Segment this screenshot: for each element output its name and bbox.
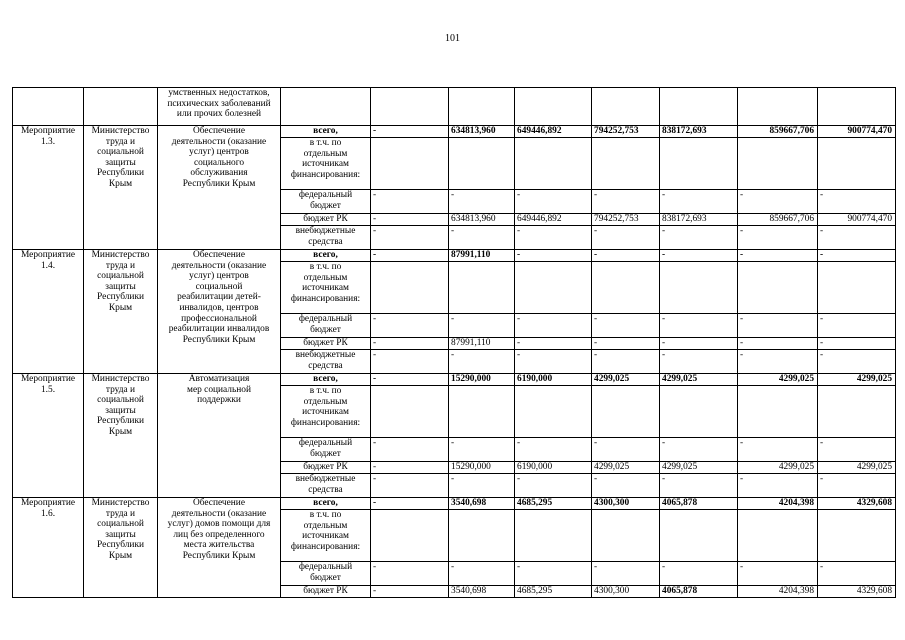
value-cell: 4065,878	[660, 498, 738, 510]
executor-line: социальной	[97, 271, 144, 282]
continuation-line: или прочих болезней	[176, 109, 262, 120]
value-cell: -	[818, 338, 896, 350]
value-cell: -	[660, 474, 738, 498]
value-cell: -	[738, 190, 818, 214]
value-cell: 900774,470	[818, 126, 896, 138]
value-cell	[515, 88, 592, 126]
value-cell: 838172,693	[660, 126, 738, 138]
value-cell: -	[371, 498, 449, 510]
value-cell	[818, 262, 896, 314]
source-label-including	[281, 262, 371, 314]
value-cell: -	[592, 338, 660, 350]
measure-row-total	[13, 250, 896, 262]
executor-line: труда и	[105, 260, 136, 271]
executor-line: труда и	[105, 384, 136, 395]
source-label-line: средства	[308, 236, 343, 247]
value-cell: -	[818, 474, 896, 498]
value-cell: -	[449, 314, 515, 338]
value-cell: 859667,706	[738, 214, 818, 226]
executor-line: Крым	[108, 178, 133, 189]
value-cell: -	[592, 562, 660, 586]
measure-name-line: инвалидов, центров	[179, 302, 259, 313]
value-cell: -	[371, 586, 449, 598]
measure-row-total	[13, 126, 896, 138]
source-label-line: финансирования:	[290, 293, 361, 304]
source-label-line: в т.ч. по	[309, 262, 342, 272]
executor-line: Республики	[96, 540, 145, 551]
budget-table	[12, 87, 896, 598]
measure-id-line: Мероприятие	[20, 374, 76, 384]
value-cell: 4065,878	[660, 586, 738, 598]
source-label-line: федеральный	[298, 562, 353, 572]
value-cell: -	[371, 250, 449, 262]
source-label-including	[281, 510, 371, 562]
value-cell: -	[592, 250, 660, 262]
measure-id-line: 1.5.	[40, 384, 56, 395]
value-cell: 4329,608	[818, 498, 896, 510]
source-label-line: федеральный	[298, 438, 353, 448]
executor-line: Министерство	[91, 498, 150, 508]
executor-cell	[84, 250, 158, 374]
value-cell: -	[371, 214, 449, 226]
executor-line: защиты	[105, 281, 136, 292]
value-cell: -	[515, 350, 592, 374]
executor-cell	[84, 498, 158, 598]
value-cell	[449, 262, 515, 314]
value-cell: -	[371, 462, 449, 474]
value-cell: 4204,398	[738, 498, 818, 510]
value-cell: -	[371, 338, 449, 350]
executor-line: Министерство	[91, 126, 150, 136]
executor-line: защиты	[105, 529, 136, 540]
value-cell: 4685,295	[515, 586, 592, 598]
value-cell	[592, 88, 660, 126]
value-cell: 4299,025	[818, 374, 896, 386]
value-cell	[592, 510, 660, 562]
value-cell: -	[515, 438, 592, 462]
value-cell: -	[738, 350, 818, 374]
measure-name-line: места жительства	[183, 540, 255, 551]
continuation-row	[13, 88, 896, 126]
source-label-total: всего,	[281, 498, 371, 510]
value-cell: -	[660, 562, 738, 586]
value-cell	[818, 386, 896, 438]
measure-id-cell	[13, 498, 84, 598]
value-cell: -	[371, 226, 449, 250]
value-cell	[660, 138, 738, 190]
value-cell: -	[592, 474, 660, 498]
value-cell	[738, 386, 818, 438]
measure-name-line: услуг) домов помощи для	[167, 519, 271, 530]
source-label-line: федеральный	[298, 190, 353, 200]
source-label-line: источникам	[302, 407, 349, 418]
measure-name-cell	[158, 126, 281, 250]
value-cell	[592, 386, 660, 438]
measure-id-cell	[13, 88, 84, 126]
value-cell: 794252,753	[592, 214, 660, 226]
value-cell: 4299,025	[738, 374, 818, 386]
source-label-line: внебюджетные	[295, 226, 356, 236]
value-cell: 4299,025	[738, 462, 818, 474]
value-cell: -	[738, 250, 818, 262]
source-label-line: средства	[308, 484, 343, 495]
executor-cell	[84, 374, 158, 498]
value-cell	[738, 88, 818, 126]
measure-id-cell	[13, 250, 84, 374]
value-cell: -	[371, 190, 449, 214]
value-cell: 838172,693	[660, 214, 738, 226]
value-cell: -	[515, 250, 592, 262]
value-cell: 649446,892	[515, 214, 592, 226]
page-number: 101	[445, 33, 460, 44]
value-cell	[818, 510, 896, 562]
measure-name-line: мер социальной	[187, 384, 251, 395]
source-label-including	[281, 386, 371, 438]
value-cell: -	[592, 314, 660, 338]
source-cell	[281, 88, 371, 126]
measure-name-line: услуг) центров	[189, 147, 249, 158]
value-cell: 794252,753	[592, 126, 660, 138]
value-cell: -	[738, 338, 818, 350]
measure-row-total	[13, 374, 896, 386]
value-cell: 4299,025	[660, 374, 738, 386]
measure-id-line: 1.3.	[40, 136, 56, 147]
value-cell: 87991,110	[449, 250, 515, 262]
value-cell: -	[660, 314, 738, 338]
measure-id-cell	[13, 374, 84, 498]
value-cell: -	[592, 350, 660, 374]
executor-line: труда и	[105, 508, 136, 519]
source-label-line: бюджет	[310, 324, 341, 335]
source-label-extra	[281, 350, 371, 374]
source-label-regional: бюджет РК	[281, 586, 371, 598]
value-cell: -	[515, 562, 592, 586]
executor-line: социальной	[97, 147, 144, 158]
value-cell: -	[515, 338, 592, 350]
measure-name-line: Республики Крым	[182, 178, 256, 189]
source-label-line: источникам	[302, 159, 349, 170]
measure-name-line: услуг) центров	[189, 271, 249, 282]
measure-name-line: Автоматизация	[188, 374, 250, 384]
source-label-line: финансирования:	[290, 417, 361, 428]
executor-line: социальной	[97, 519, 144, 530]
measure-name-line: реабилитации детей-	[177, 292, 261, 303]
value-cell: -	[818, 190, 896, 214]
value-cell: -	[449, 474, 515, 498]
source-label-line: финансирования:	[290, 169, 361, 180]
value-cell: -	[738, 314, 818, 338]
value-cell: 4204,398	[738, 586, 818, 598]
source-label-extra	[281, 226, 371, 250]
executor-cell	[84, 88, 158, 126]
value-cell: 649446,892	[515, 126, 592, 138]
value-cell: 900774,470	[818, 214, 896, 226]
value-cell: -	[449, 438, 515, 462]
value-cell: 634813,960	[449, 214, 515, 226]
value-cell: -	[660, 190, 738, 214]
value-cell: -	[818, 314, 896, 338]
source-label-line: отдельным	[303, 520, 348, 531]
source-label-line: в т.ч. по	[309, 510, 342, 520]
value-cell	[449, 138, 515, 190]
measure-id-line: Мероприятие	[20, 250, 76, 260]
value-cell	[515, 138, 592, 190]
source-label-total: всего,	[281, 250, 371, 262]
value-cell	[738, 138, 818, 190]
value-cell: 6190,000	[515, 462, 592, 474]
source-label-total: всего,	[281, 374, 371, 386]
value-cell: 4685,295	[515, 498, 592, 510]
source-label-line: средства	[308, 360, 343, 371]
measure-id-line: Мероприятие	[20, 498, 76, 508]
source-label-line: финансирования:	[290, 541, 361, 552]
value-cell	[738, 262, 818, 314]
value-cell: -	[818, 562, 896, 586]
measure-name-line: Республики Крым	[182, 550, 256, 561]
executor-cell	[84, 126, 158, 250]
measure-row-total	[13, 498, 896, 510]
executor-line: защиты	[105, 157, 136, 168]
value-cell: -	[371, 350, 449, 374]
value-cell: -	[818, 226, 896, 250]
measure-name-line: деятельности (оказание	[171, 508, 267, 519]
value-cell	[449, 510, 515, 562]
source-label-line: в т.ч. по	[309, 138, 342, 148]
source-label-line: бюджет	[310, 448, 341, 459]
value-cell: -	[738, 562, 818, 586]
value-cell	[592, 138, 660, 190]
measure-name-line: реабилитации инвалидов	[168, 324, 270, 335]
measure-name-cell	[158, 88, 281, 126]
measure-name-line: деятельности (оказание	[171, 136, 267, 147]
executor-line: Крым	[108, 426, 133, 437]
source-label-federal	[281, 314, 371, 338]
measure-name-line: обслуживания	[190, 168, 248, 179]
value-cell	[738, 510, 818, 562]
executor-line: социальной	[97, 395, 144, 406]
value-cell: -	[592, 438, 660, 462]
value-cell	[515, 510, 592, 562]
value-cell: 3540,698	[449, 586, 515, 598]
value-cell: -	[371, 438, 449, 462]
value-cell	[660, 510, 738, 562]
value-cell: -	[449, 562, 515, 586]
value-cell	[818, 88, 896, 126]
source-label-total: всего,	[281, 126, 371, 138]
executor-line: защиты	[105, 405, 136, 416]
source-label-regional: бюджет РК	[281, 462, 371, 474]
value-cell	[371, 88, 449, 126]
measure-id-line: 1.4.	[40, 260, 56, 271]
value-cell	[515, 386, 592, 438]
value-cell: 4300,300	[592, 586, 660, 598]
executor-line: Крым	[108, 302, 133, 313]
source-label-line: в т.ч. по	[309, 386, 342, 396]
measure-name-line: Республики Крым	[182, 334, 256, 345]
value-cell: -	[818, 250, 896, 262]
source-label-line: отдельным	[303, 272, 348, 283]
value-cell	[660, 88, 738, 126]
value-cell: 4299,025	[818, 462, 896, 474]
value-cell: 3540,698	[449, 498, 515, 510]
value-cell: -	[515, 314, 592, 338]
value-cell: 6190,000	[515, 374, 592, 386]
value-cell: -	[738, 474, 818, 498]
value-cell: -	[660, 250, 738, 262]
value-cell: -	[371, 374, 449, 386]
executor-line: Министерство	[91, 250, 150, 260]
measure-name-line: социальной	[195, 281, 243, 292]
value-cell: -	[660, 338, 738, 350]
value-cell	[371, 386, 449, 438]
source-label-line: источникам	[302, 531, 349, 542]
value-cell: 87991,110	[449, 338, 515, 350]
continuation-line: умственных недостатков,	[168, 88, 270, 98]
value-cell	[515, 262, 592, 314]
value-cell: -	[449, 350, 515, 374]
measure-name-line: социального	[193, 157, 245, 168]
value-cell: -	[738, 438, 818, 462]
source-label-federal	[281, 190, 371, 214]
value-cell	[371, 138, 449, 190]
source-label-line: бюджет	[310, 572, 341, 583]
source-label-line: бюджет	[310, 200, 341, 211]
source-label-line: отдельным	[303, 396, 348, 407]
value-cell: -	[371, 126, 449, 138]
measure-name-cell	[158, 250, 281, 374]
measure-id-line: 1.6.	[40, 508, 56, 519]
executor-line: труда и	[105, 136, 136, 147]
source-label-line: внебюджетные	[295, 350, 356, 360]
value-cell: -	[818, 438, 896, 462]
value-cell	[592, 262, 660, 314]
source-label-line: источникам	[302, 283, 349, 294]
source-label-federal	[281, 562, 371, 586]
measure-name-cell	[158, 374, 281, 498]
measure-id-cell	[13, 126, 84, 250]
value-cell: -	[818, 350, 896, 374]
value-cell	[818, 138, 896, 190]
value-cell: -	[738, 226, 818, 250]
value-cell: -	[449, 226, 515, 250]
value-cell: 15290,000	[449, 462, 515, 474]
value-cell	[660, 386, 738, 438]
value-cell: -	[515, 190, 592, 214]
value-cell: -	[371, 474, 449, 498]
value-cell: -	[592, 226, 660, 250]
source-label-line: внебюджетные	[295, 474, 356, 484]
value-cell: -	[515, 226, 592, 250]
executor-line: Республики	[96, 292, 145, 303]
value-cell: -	[660, 438, 738, 462]
source-label-regional: бюджет РК	[281, 214, 371, 226]
value-cell: 4299,025	[592, 374, 660, 386]
value-cell: -	[371, 314, 449, 338]
executor-line: Республики	[96, 416, 145, 427]
value-cell	[449, 386, 515, 438]
measure-name-cell	[158, 498, 281, 598]
value-cell: 15290,000	[449, 374, 515, 386]
measure-name-line: деятельности (оказание	[171, 260, 267, 271]
measure-name-line: поддержки	[197, 395, 241, 406]
value-cell	[660, 262, 738, 314]
measure-name-line: лиц без определенного	[173, 529, 265, 540]
value-cell	[371, 510, 449, 562]
source-label-line: отдельным	[303, 148, 348, 159]
value-cell: -	[449, 190, 515, 214]
source-label-federal	[281, 438, 371, 462]
executor-line: Министерство	[91, 374, 150, 384]
value-cell: -	[371, 562, 449, 586]
value-cell: 634813,960	[449, 126, 515, 138]
value-cell: 4329,608	[818, 586, 896, 598]
source-label-extra	[281, 474, 371, 498]
measure-name-line: Обеспечение	[193, 126, 245, 136]
continuation-line: психических заболеваний	[167, 98, 271, 109]
source-label-including	[281, 138, 371, 190]
value-cell: 4299,025	[592, 462, 660, 474]
executor-line: Республики	[96, 168, 145, 179]
value-cell: -	[660, 226, 738, 250]
source-label-line: федеральный	[298, 314, 353, 324]
source-label-regional: бюджет РК	[281, 338, 371, 350]
value-cell: 4299,025	[660, 462, 738, 474]
value-cell: -	[660, 350, 738, 374]
value-cell	[371, 262, 449, 314]
measure-name-line: Обеспечение	[193, 498, 245, 508]
measure-id-line: Мероприятие	[20, 126, 76, 136]
value-cell: -	[592, 190, 660, 214]
value-cell: 859667,706	[738, 126, 818, 138]
value-cell: 4300,300	[592, 498, 660, 510]
measure-name-line: профессиональной	[181, 313, 257, 324]
value-cell: -	[515, 474, 592, 498]
measure-name-line: Обеспечение	[193, 250, 245, 260]
executor-line: Крым	[108, 550, 133, 561]
value-cell	[449, 88, 515, 126]
